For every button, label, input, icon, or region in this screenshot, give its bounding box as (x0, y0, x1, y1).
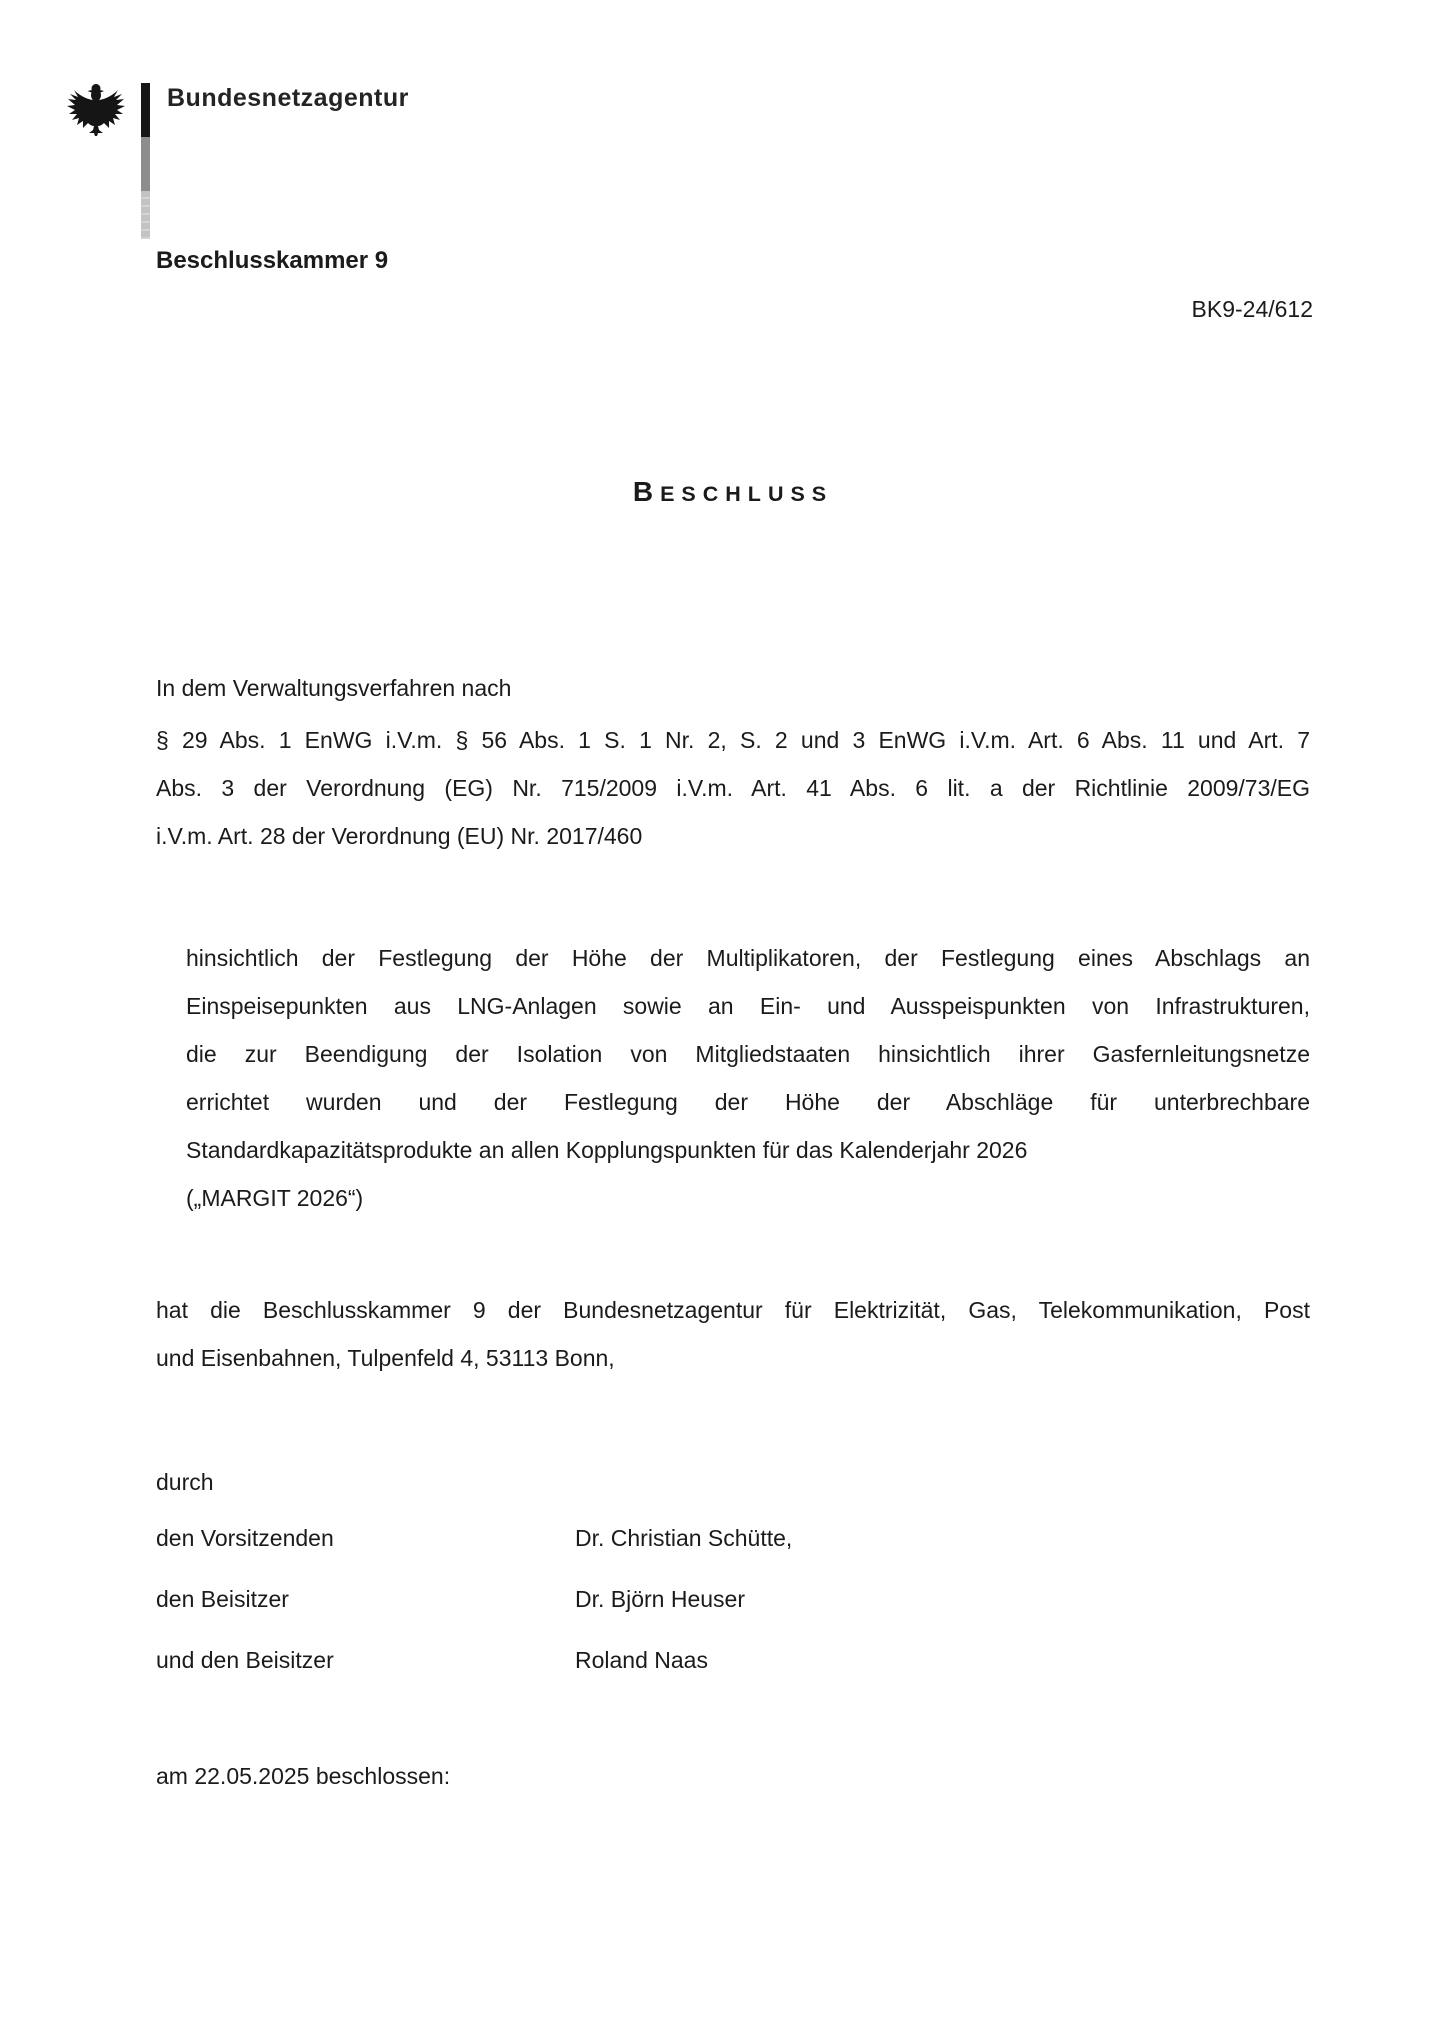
document-title-rest: ESCHLUSS (660, 482, 834, 506)
decision-date-line (156, 1752, 856, 1800)
decided-by-line: hat die Beschlusskammer 9 der Bundesnetzagentur für Elektrizität, Gas, Telekommunikation, Post (156, 1297, 1310, 1323)
panel-row (156, 1575, 1310, 1623)
legal-basis-line: Abs. 3 der Verordnung (EG) Nr. 715/2009 i.V.m. Art. 41 Abs. 6 lit. a der Richtlinie 2009/73/EG (156, 775, 1310, 801)
chamber-heading: Beschlusskammer 9 (156, 247, 389, 274)
panel-row (156, 1514, 1310, 1562)
document-title (156, 476, 1310, 508)
panel-role: und den Beisitzer (156, 1647, 334, 1673)
bar-segment-light (141, 191, 150, 239)
panel-name: Dr. Björn Heuser (575, 1586, 746, 1612)
decision-date-text: am 22.05.2025 beschlossen: (156, 1763, 451, 1789)
decided-by-paragraph (156, 1286, 1310, 1382)
panel-role: den Beisitzer (156, 1586, 289, 1612)
subject-line: Standardkapazitätsprodukte an allen Kopplungspunkten für das Kalenderjahr 2026 (186, 1137, 1028, 1163)
subject-line: („MARGIT 2026“) (186, 1185, 364, 1211)
panel-name: Dr. Christian Schütte, (575, 1525, 793, 1551)
durch-text: durch (156, 1469, 214, 1495)
bar-segment-black (141, 83, 150, 137)
federal-eagle-icon (66, 80, 126, 138)
file-number: BK9-24/612 (1191, 296, 1313, 322)
legal-basis-line: i.V.m. Art. 28 der Verordnung (EU) Nr. 2017/460 (156, 823, 643, 849)
intro-line (156, 664, 1310, 712)
legal-basis-paragraph (156, 716, 1310, 860)
subject-line: hinsichtlich der Festlegung der Höhe der Multiplikatoren, der Festlegung eines Abschlags an (186, 945, 1310, 971)
panel-name: Roland Naas (575, 1647, 708, 1673)
intro-text: In dem Verwaltungsverfahren nach (156, 675, 512, 701)
logo-separator-bar (141, 83, 150, 239)
legal-basis-line: § 29 Abs. 1 EnWG i.V.m. § 56 Abs. 1 S. 1 Nr. 2, S. 2 und 3 EnWG i.V.m. Art. 6 Abs. 11 und Art. 7 (156, 727, 1310, 753)
panel-role: den Vorsitzenden (156, 1525, 334, 1551)
subject-line: errichtet wurden und der Festlegung der Höhe der Abschläge für unterbrechbare (186, 1089, 1310, 1115)
subject-line: Einspeisepunkten aus LNG-Anlagen sowie an Ein- und Ausspeispunkten von Infrastrukturen, (186, 993, 1310, 1019)
durch-label (156, 1458, 756, 1506)
brand-logotype: Bundesnetzagentur (167, 84, 409, 112)
document-title-lead: B (632, 476, 661, 507)
panel-members (156, 1514, 1310, 1697)
decided-by-line: und Eisenbahnen, Tulpenfeld 4, 53113 Bonn, (156, 1345, 615, 1371)
subject-paragraph (186, 934, 1310, 1222)
panel-row (156, 1636, 1310, 1684)
subject-line: die zur Beendigung der Isolation von Mitgliedstaaten hinsichtlich ihrer Gasfernleitungsnetze (186, 1041, 1310, 1067)
bar-segment-gray (141, 137, 150, 191)
